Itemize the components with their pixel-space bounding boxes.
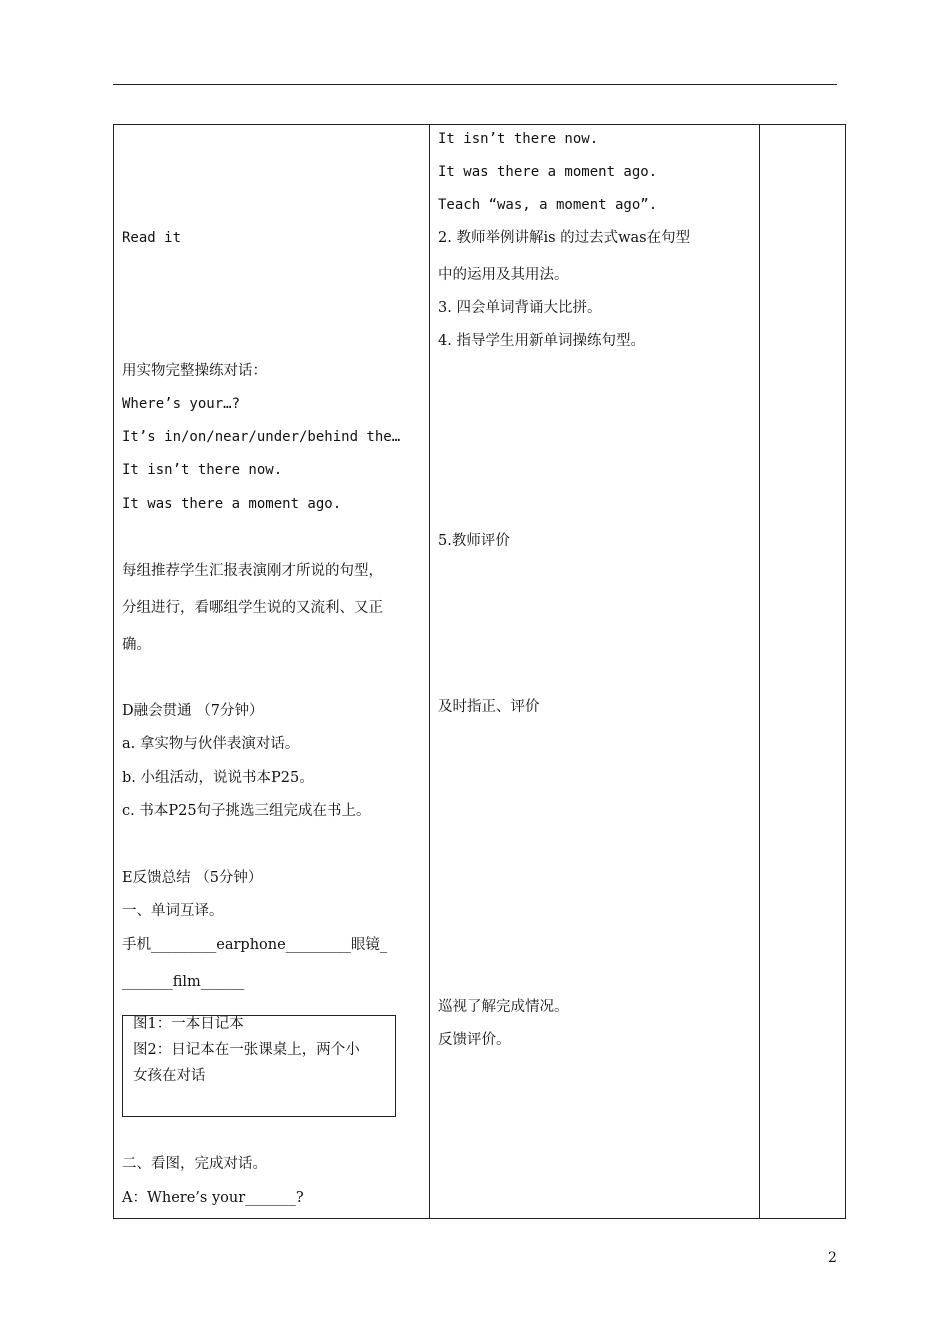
dialog-line: A：Where’s your_______? <box>122 1190 304 1206</box>
practice-title: 用实物完整操练对话： <box>122 363 267 379</box>
section-d-item: a. 拿实物与伙伴表演对话。 <box>122 736 300 752</box>
vocab-line: 手机_________earphone_________眼镜_ <box>122 937 388 953</box>
teacher-line: It was there a moment ago. <box>438 164 658 180</box>
picture-caption: 图2：日记本在一张课桌上，两个小 <box>133 1042 360 1058</box>
picture-caption: 图1：一本日记本 <box>133 1016 244 1032</box>
practice-line: It was there a moment ago. <box>122 496 342 512</box>
header-rule <box>113 84 837 85</box>
section-e-part2: 二、看图，完成对话。 <box>122 1156 267 1172</box>
picture-caption: 女孩在对话 <box>133 1068 206 1084</box>
column-divider-1 <box>429 125 430 1218</box>
vocab-line: _______film______ <box>122 974 245 990</box>
teacher-line: It isn’t there now. <box>438 131 599 147</box>
teacher-patrol: 巡视了解完成情况。 <box>438 999 569 1015</box>
practice-line: It isn’t there now. <box>122 462 283 478</box>
read-it-label: Read it <box>122 230 182 246</box>
teacher-correct: 及时指正、评价 <box>438 699 540 715</box>
teacher-step: 中的运用及其用法。 <box>438 267 569 283</box>
report-line: 每组推荐学生汇报表演刚才所说的句型， <box>122 563 383 579</box>
teacher-line: Teach “was, a moment ago”. <box>438 197 658 213</box>
teacher-step: 2. 教师举例讲解is 的过去式was在句型 <box>438 230 691 246</box>
report-line: 确。 <box>122 637 151 653</box>
teacher-evaluation: 5.教师评价 <box>438 533 510 549</box>
section-d-item: b. 小组活动，说说书本P25。 <box>122 770 314 786</box>
section-e-title: E反馈总结 （5分钟） <box>122 870 263 886</box>
picture-description-box <box>122 1015 396 1117</box>
teacher-step: 3. 四会单词背诵大比拼。 <box>438 300 602 316</box>
teacher-step: 4. 指导学生用新单词操练句型。 <box>438 333 645 349</box>
practice-line: Where’s your…? <box>122 396 241 412</box>
section-e-part1: 一、单词互译。 <box>122 903 224 919</box>
teacher-feedback: 反馈评价。 <box>438 1032 511 1048</box>
section-d-title: D融会贯通 （7分钟） <box>122 703 264 719</box>
section-d-item: c. 书本P25句子挑选三组完成在书上。 <box>122 803 371 819</box>
lesson-table <box>113 124 846 1219</box>
column-divider-2 <box>759 125 760 1218</box>
report-line: 分组进行，看哪组学生说的又流利、又正 <box>122 600 383 616</box>
page-number: 2 <box>828 1250 837 1266</box>
practice-line: It’s in/on/near/under/behind the… <box>122 429 401 445</box>
